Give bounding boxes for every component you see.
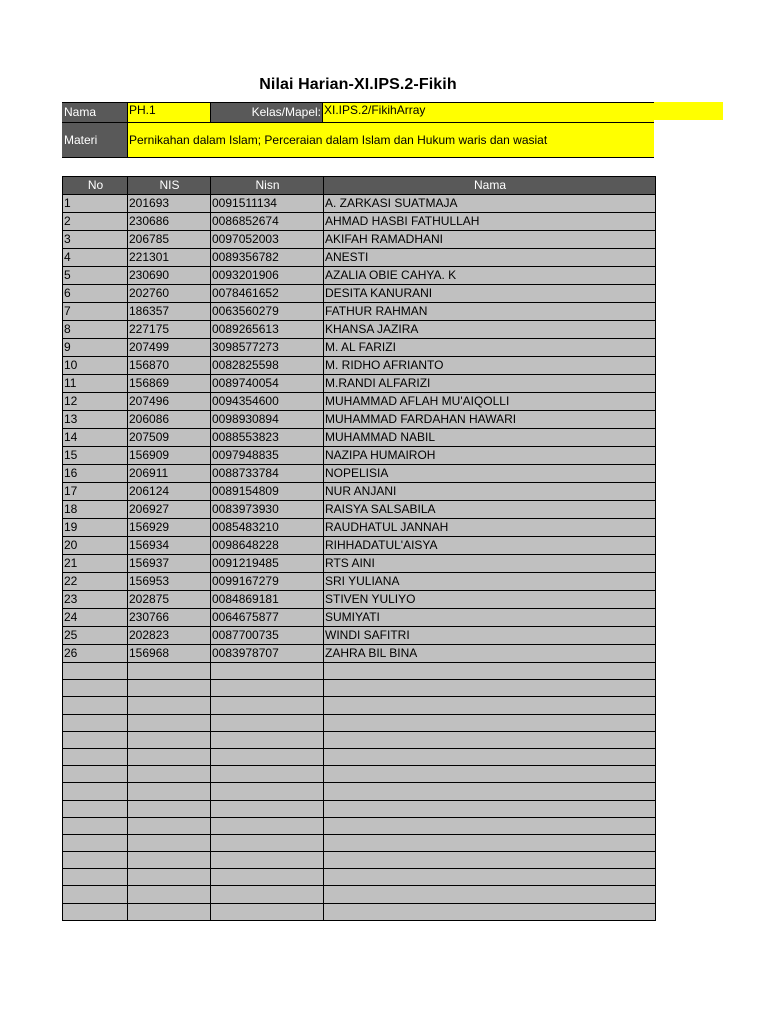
empty-cell-nama[interactable] bbox=[324, 783, 656, 800]
empty-cell-no[interactable] bbox=[63, 697, 128, 714]
nama-label: Nama bbox=[62, 102, 127, 122]
cell-no[interactable]: 6 bbox=[63, 285, 128, 303]
cell-no[interactable]: 25 bbox=[63, 627, 128, 645]
table-row bbox=[63, 249, 656, 267]
cell-nama[interactable]: AZALIA OBIE CAHYA. K bbox=[324, 267, 656, 285]
header-nama: Nama bbox=[324, 177, 656, 195]
cell-nis[interactable]: 206911 bbox=[128, 465, 211, 483]
empty-cell-nis[interactable] bbox=[128, 834, 211, 851]
cell-nis[interactable]: 156869 bbox=[128, 375, 211, 393]
empty-table-row bbox=[63, 852, 656, 869]
empty-cell-no[interactable] bbox=[63, 663, 128, 680]
empty-table-row bbox=[63, 714, 656, 731]
table-row bbox=[63, 375, 656, 393]
cell-no[interactable]: 11 bbox=[63, 375, 128, 393]
empty-cell-nama[interactable] bbox=[324, 869, 656, 886]
empty-cell-nama[interactable] bbox=[324, 663, 656, 680]
cell-nama[interactable]: A. ZARKASI SUATMAJA bbox=[324, 195, 656, 213]
table-row bbox=[63, 339, 656, 357]
materi-label: Materi bbox=[62, 122, 127, 158]
cell-nama[interactable]: STIVEN YULIYO bbox=[324, 591, 656, 609]
empty-cell-nisn[interactable] bbox=[211, 663, 324, 680]
cell-nisn[interactable]: 0091219485 bbox=[211, 555, 324, 573]
cell-no[interactable]: 1 bbox=[63, 195, 128, 213]
empty-cell-nis[interactable] bbox=[128, 903, 211, 920]
cell-no[interactable]: 13 bbox=[63, 411, 128, 429]
cell-nisn[interactable]: 0084869181 bbox=[211, 591, 324, 609]
cell-no[interactable]: 19 bbox=[63, 519, 128, 537]
empty-cell-no[interactable] bbox=[63, 680, 128, 697]
empty-table-row bbox=[63, 663, 656, 680]
cell-nisn[interactable]: 0094354600 bbox=[211, 393, 324, 411]
empty-cell-nisn[interactable] bbox=[211, 886, 324, 903]
empty-cell-nisn[interactable] bbox=[211, 783, 324, 800]
table-header-row bbox=[63, 177, 656, 195]
kelas-value[interactable]: XI.IPS.2/FikihArray bbox=[322, 102, 654, 122]
cell-nama[interactable]: DESITA KANURANI bbox=[324, 285, 656, 303]
cell-nama[interactable]: M. RIDHO AFRIANTO bbox=[324, 357, 656, 375]
empty-cell-no[interactable] bbox=[63, 766, 128, 783]
cell-nama[interactable]: AKIFAH RAMADHANI bbox=[324, 231, 656, 249]
table-row bbox=[63, 321, 656, 339]
empty-cell-nama[interactable] bbox=[324, 886, 656, 903]
empty-cell-no[interactable] bbox=[63, 869, 128, 886]
cell-nis[interactable]: 201693 bbox=[128, 195, 211, 213]
table-row bbox=[63, 591, 656, 609]
cell-no[interactable]: 21 bbox=[63, 555, 128, 573]
cell-no[interactable]: 12 bbox=[63, 393, 128, 411]
cell-nisn[interactable]: 0089356782 bbox=[211, 249, 324, 267]
cell-nisn[interactable]: 0091511134 bbox=[211, 195, 324, 213]
cell-nama[interactable]: SRI YULIANA bbox=[324, 573, 656, 591]
empty-cell-no[interactable] bbox=[63, 852, 128, 869]
cell-nisn[interactable]: 0086852674 bbox=[211, 213, 324, 231]
empty-cell-nis[interactable] bbox=[128, 680, 211, 697]
cell-no[interactable]: 3 bbox=[63, 231, 128, 249]
cell-nis[interactable]: 202875 bbox=[128, 591, 211, 609]
cell-nis[interactable]: 156870 bbox=[128, 357, 211, 375]
cell-nama[interactable]: MUHAMMAD FARDAHAN HAWARI bbox=[324, 411, 656, 429]
kelas-label: Kelas/Mapel: bbox=[210, 102, 322, 122]
table-row bbox=[63, 645, 656, 663]
empty-cell-nisn[interactable] bbox=[211, 697, 324, 714]
empty-cell-nis[interactable] bbox=[128, 869, 211, 886]
empty-table-row bbox=[63, 834, 656, 851]
cell-nis[interactable]: 156953 bbox=[128, 573, 211, 591]
table-row bbox=[63, 465, 656, 483]
student-table bbox=[62, 176, 656, 921]
empty-table-row bbox=[63, 817, 656, 834]
empty-cell-nama[interactable] bbox=[324, 800, 656, 817]
table-row bbox=[63, 447, 656, 465]
cell-nama[interactable]: AHMAD HASBI FATHULLAH bbox=[324, 213, 656, 231]
empty-cell-nama[interactable] bbox=[324, 680, 656, 697]
empty-cell-nis[interactable] bbox=[128, 886, 211, 903]
page-title: Nilai Harian-XI.IPS.2-Fikih bbox=[259, 76, 457, 93]
cell-nis[interactable]: 227175 bbox=[128, 321, 211, 339]
table-row bbox=[63, 411, 656, 429]
table-row bbox=[63, 393, 656, 411]
cell-nisn[interactable]: 0089154809 bbox=[211, 483, 324, 501]
empty-cell-no[interactable] bbox=[63, 748, 128, 765]
cell-nama[interactable]: RTS AINI bbox=[324, 555, 656, 573]
cell-no[interactable]: 4 bbox=[63, 249, 128, 267]
empty-cell-nama[interactable] bbox=[324, 731, 656, 748]
empty-cell-nis[interactable] bbox=[128, 766, 211, 783]
cell-no[interactable]: 2 bbox=[63, 213, 128, 231]
kelas-value-overflow bbox=[654, 102, 723, 120]
table-row bbox=[63, 519, 656, 537]
table-row bbox=[63, 231, 656, 249]
cell-nis[interactable]: 207496 bbox=[128, 393, 211, 411]
cell-nis[interactable]: 206785 bbox=[128, 231, 211, 249]
empty-cell-nisn[interactable] bbox=[211, 748, 324, 765]
cell-nama[interactable]: SUMIYATI bbox=[324, 609, 656, 627]
empty-cell-no[interactable] bbox=[63, 903, 128, 920]
cell-nama[interactable]: M. AL FARIZI bbox=[324, 339, 656, 357]
cell-nis[interactable]: 156968 bbox=[128, 645, 211, 663]
cell-nisn[interactable]: 0078461652 bbox=[211, 285, 324, 303]
cell-nama[interactable]: RAUDHATUL JANNAH bbox=[324, 519, 656, 537]
cell-nis[interactable]: 156909 bbox=[128, 447, 211, 465]
empty-cell-nama[interactable] bbox=[324, 714, 656, 731]
table-row bbox=[63, 555, 656, 573]
empty-cell-nisn[interactable] bbox=[211, 869, 324, 886]
empty-cell-nis[interactable] bbox=[128, 697, 211, 714]
table-row bbox=[63, 609, 656, 627]
empty-cell-no[interactable] bbox=[63, 817, 128, 834]
cell-nisn[interactable]: 0088553823 bbox=[211, 429, 324, 447]
cell-nama[interactable]: KHANSA JAZIRA bbox=[324, 321, 656, 339]
empty-cell-nama[interactable] bbox=[324, 834, 656, 851]
empty-table-row bbox=[63, 783, 656, 800]
empty-cell-nama[interactable] bbox=[324, 817, 656, 834]
cell-nama[interactable]: ZAHRA BIL BINA bbox=[324, 645, 656, 663]
cell-nisn[interactable]: 0063560279 bbox=[211, 303, 324, 321]
empty-cell-nama[interactable] bbox=[324, 748, 656, 765]
cell-nis[interactable]: 207509 bbox=[128, 429, 211, 447]
empty-cell-nisn[interactable] bbox=[211, 800, 324, 817]
table-row bbox=[63, 285, 656, 303]
cell-nisn[interactable]: 0098930894 bbox=[211, 411, 324, 429]
cell-nama[interactable]: ANESTI bbox=[324, 249, 656, 267]
cell-nis[interactable]: 230690 bbox=[128, 267, 211, 285]
table-row bbox=[63, 573, 656, 591]
cell-nis[interactable]: 206086 bbox=[128, 411, 211, 429]
cell-nisn[interactable]: 0097052003 bbox=[211, 231, 324, 249]
cell-nis[interactable]: 206927 bbox=[128, 501, 211, 519]
empty-cell-nis[interactable] bbox=[128, 817, 211, 834]
empty-cell-nama[interactable] bbox=[324, 697, 656, 714]
empty-cell-nisn[interactable] bbox=[211, 817, 324, 834]
cell-no[interactable]: 18 bbox=[63, 501, 128, 519]
cell-nis[interactable]: 221301 bbox=[128, 249, 211, 267]
cell-nisn[interactable]: 0064675877 bbox=[211, 609, 324, 627]
cell-nis[interactable]: 202760 bbox=[128, 285, 211, 303]
empty-cell-nisn[interactable] bbox=[211, 714, 324, 731]
empty-cell-nis[interactable] bbox=[128, 783, 211, 800]
cell-nis[interactable]: 230766 bbox=[128, 609, 211, 627]
cell-nisn[interactable]: 0083973930 bbox=[211, 501, 324, 519]
cell-no[interactable]: 16 bbox=[63, 465, 128, 483]
cell-no[interactable]: 22 bbox=[63, 573, 128, 591]
cell-nisn[interactable]: 0099167279 bbox=[211, 573, 324, 591]
empty-cell-nama[interactable] bbox=[324, 903, 656, 920]
empty-table-row bbox=[63, 903, 656, 920]
cell-nama[interactable]: RAISYA SALSABILA bbox=[324, 501, 656, 519]
empty-table-row bbox=[63, 766, 656, 783]
cell-nis[interactable]: 202823 bbox=[128, 627, 211, 645]
cell-nama[interactable]: NAZIPA HUMAIROH bbox=[324, 447, 656, 465]
cell-nis[interactable]: 207499 bbox=[128, 339, 211, 357]
cell-nisn[interactable]: 0098648228 bbox=[211, 537, 324, 555]
empty-cell-nis[interactable] bbox=[128, 714, 211, 731]
table-row bbox=[63, 429, 656, 447]
cell-no[interactable]: 8 bbox=[63, 321, 128, 339]
empty-table-row bbox=[63, 748, 656, 765]
empty-cell-nis[interactable] bbox=[128, 852, 211, 869]
empty-table-row bbox=[63, 869, 656, 886]
cell-nama[interactable]: WINDI SAFITRI bbox=[324, 627, 656, 645]
table-row bbox=[63, 267, 656, 285]
empty-cell-nama[interactable] bbox=[324, 766, 656, 783]
cell-no[interactable]: 10 bbox=[63, 357, 128, 375]
cell-nis[interactable]: 156937 bbox=[128, 555, 211, 573]
info-block bbox=[62, 102, 723, 158]
empty-cell-nis[interactable] bbox=[128, 748, 211, 765]
empty-cell-no[interactable] bbox=[63, 714, 128, 731]
cell-nis[interactable]: 206124 bbox=[128, 483, 211, 501]
cell-nisn[interactable]: 0088733784 bbox=[211, 465, 324, 483]
cell-nis[interactable]: 230686 bbox=[128, 213, 211, 231]
empty-cell-nisn[interactable] bbox=[211, 834, 324, 851]
empty-table-row bbox=[63, 697, 656, 714]
empty-cell-nisn[interactable] bbox=[211, 680, 324, 697]
cell-no[interactable]: 5 bbox=[63, 267, 128, 285]
table-row bbox=[63, 537, 656, 555]
cell-nisn[interactable]: 3098577273 bbox=[211, 339, 324, 357]
empty-cell-nisn[interactable] bbox=[211, 766, 324, 783]
table-row bbox=[63, 627, 656, 645]
empty-cell-nisn[interactable] bbox=[211, 903, 324, 920]
table-row bbox=[63, 501, 656, 519]
table-row bbox=[63, 303, 656, 321]
empty-cell-nama[interactable] bbox=[324, 852, 656, 869]
table-row bbox=[63, 357, 656, 375]
cell-nisn[interactable]: 0083978707 bbox=[211, 645, 324, 663]
cell-nisn[interactable]: 0097948835 bbox=[211, 447, 324, 465]
cell-nis[interactable]: 156934 bbox=[128, 537, 211, 555]
empty-table-row bbox=[63, 800, 656, 817]
empty-cell-no[interactable] bbox=[63, 783, 128, 800]
cell-nisn[interactable]: 0085483210 bbox=[211, 519, 324, 537]
cell-no[interactable]: 24 bbox=[63, 609, 128, 627]
materi-value[interactable]: Pernikahan dalam Islam; Perceraian dalam Islam dan Hukum waris dan wasiat bbox=[127, 122, 654, 158]
empty-cell-nis[interactable] bbox=[128, 663, 211, 680]
cell-nama[interactable]: MUHAMMAD NABIL bbox=[324, 429, 656, 447]
header-nisn: Nisn bbox=[211, 177, 324, 195]
empty-table-row bbox=[63, 680, 656, 697]
cell-nisn[interactable]: 0089740054 bbox=[211, 375, 324, 393]
cell-no[interactable]: 17 bbox=[63, 483, 128, 501]
cell-no[interactable]: 7 bbox=[63, 303, 128, 321]
cell-no[interactable]: 9 bbox=[63, 339, 128, 357]
cell-nama[interactable]: MUHAMMAD AFLAH MU'AIQOLLI bbox=[324, 393, 656, 411]
cell-nis[interactable]: 186357 bbox=[128, 303, 211, 321]
empty-table-row bbox=[63, 886, 656, 903]
cell-nama[interactable]: M.RANDI ALFARIZI bbox=[324, 375, 656, 393]
cell-no[interactable]: 14 bbox=[63, 429, 128, 447]
cell-nama[interactable]: FATHUR RAHMAN bbox=[324, 303, 656, 321]
empty-cell-no[interactable] bbox=[63, 800, 128, 817]
table-body bbox=[63, 195, 656, 921]
header-nis: NIS bbox=[128, 177, 211, 195]
empty-table-row bbox=[63, 731, 656, 748]
cell-nisn[interactable]: 0093201906 bbox=[211, 267, 324, 285]
cell-no[interactable]: 26 bbox=[63, 645, 128, 663]
cell-nisn[interactable]: 0087700735 bbox=[211, 627, 324, 645]
cell-no[interactable]: 15 bbox=[63, 447, 128, 465]
empty-cell-nis[interactable] bbox=[128, 800, 211, 817]
cell-nama[interactable]: NUR ANJANI bbox=[324, 483, 656, 501]
table-row bbox=[63, 195, 656, 213]
empty-cell-no[interactable] bbox=[63, 834, 128, 851]
cell-no[interactable]: 23 bbox=[63, 591, 128, 609]
cell-nis[interactable]: 156929 bbox=[128, 519, 211, 537]
cell-nisn[interactable]: 0082825598 bbox=[211, 357, 324, 375]
cell-nama[interactable]: NOPELISIA bbox=[324, 465, 656, 483]
empty-cell-nisn[interactable] bbox=[211, 731, 324, 748]
empty-cell-no[interactable] bbox=[63, 731, 128, 748]
cell-nisn[interactable]: 0089265613 bbox=[211, 321, 324, 339]
empty-cell-nis[interactable] bbox=[128, 731, 211, 748]
empty-cell-no[interactable] bbox=[63, 886, 128, 903]
empty-cell-nisn[interactable] bbox=[211, 852, 324, 869]
table-row bbox=[63, 483, 656, 501]
table-row bbox=[63, 213, 656, 231]
header-no: No bbox=[63, 177, 128, 195]
cell-nama[interactable]: RIHHADATUL'AISYA bbox=[324, 537, 656, 555]
cell-no[interactable]: 20 bbox=[63, 537, 128, 555]
nama-value[interactable]: PH.1 bbox=[127, 102, 210, 122]
